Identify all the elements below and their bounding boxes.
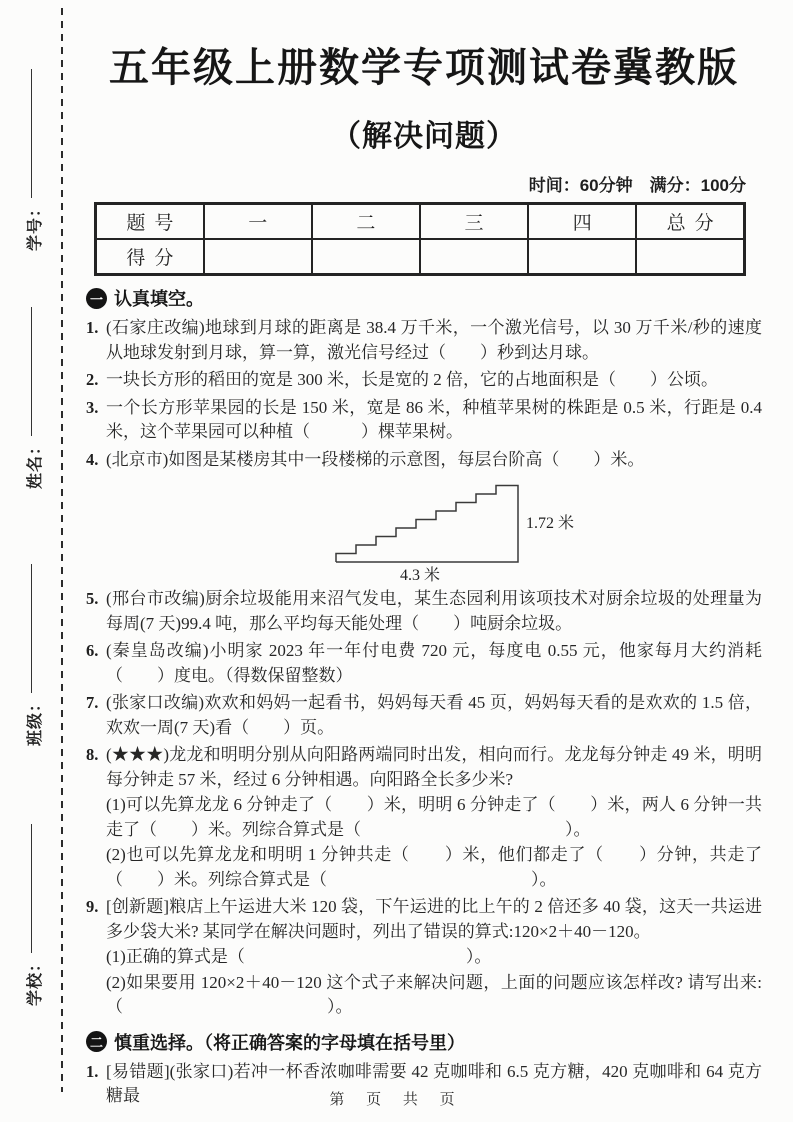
score-col-4: 四 xyxy=(528,204,636,240)
score-header-cell: 题号 xyxy=(96,204,204,240)
section-2-header xyxy=(86,1029,762,1055)
main-content xyxy=(86,26,762,1112)
question-number: 6. xyxy=(86,641,99,660)
question-text: (邢台市改编)厨余垃圾能用来沼气发电，某生态园利用该项技术对厨余垃圾的处理量为每周(7 天)99.4 吨，那么平均每天能处理（ ）吨厨余垃圾。 xyxy=(106,589,762,633)
score-blank-cell xyxy=(636,239,744,275)
question-text: (北京市)如图是某楼房其中一段楼梯的示意图，每层台阶高（ ）米。 xyxy=(106,449,645,469)
school-write-line xyxy=(30,824,32,953)
staircase-height-label: 1.72 米 xyxy=(526,515,575,532)
score-blank-cell xyxy=(312,239,420,275)
question-1 xyxy=(86,316,762,365)
question-number: 3. xyxy=(86,397,99,417)
question-text: 一个长方形苹果园的长是 150 米，宽是 86 米，种植苹果树的株距是 0.5 米，行距是 0.4 米，这个苹果园可以种植（ ）棵苹果树。 xyxy=(106,397,762,441)
page-subtitle: （解决问题） xyxy=(331,120,517,153)
page-footer: 第 页 共 页 xyxy=(329,1092,464,1108)
question-6 xyxy=(86,639,762,688)
question-number: 9. xyxy=(86,897,99,916)
question-3 xyxy=(86,396,762,445)
class-field xyxy=(20,564,46,746)
question-8-sub-1: (1)可以先算龙龙 6 分钟走了（ ）米，明明 6 分钟走了（ ）米，两人 6 分钟一共走了（ ）米。列综合算式是（ ）。 xyxy=(106,795,762,839)
page-title: 五年级上册数学专项测试卷冀教版 xyxy=(109,46,739,90)
staircase-width-label: 4.3 米 xyxy=(400,567,441,584)
section-1-header xyxy=(86,285,762,311)
question-number: 7. xyxy=(86,693,99,712)
seal-dashed-line xyxy=(61,8,63,1092)
score-table-header-row xyxy=(96,204,745,240)
score-col-3: 三 xyxy=(420,204,528,240)
score-table xyxy=(94,202,746,276)
student-name-field xyxy=(20,307,46,489)
time-score-meta: 时间：60分钟 满分：100分 xyxy=(528,176,746,195)
question-4 xyxy=(86,448,762,585)
score-blank-cell xyxy=(420,239,528,275)
question-number: 2. xyxy=(86,370,99,389)
question-text: (石家庄改编)地球到月球的距离是 38.4 万千米，一个激光信号，以 30 万千米/秒的速度从地球发射到月球，算一算，激光信号经过（ ）秒到达月球。 xyxy=(106,318,762,362)
question-9-sub-2: (2)如果要用 120×2＋40－120 这个式子来解决问题，上面的问题应该怎样改? 请写出来:（ ）。 xyxy=(106,972,762,1016)
section-1-title: 认真填空。 xyxy=(114,289,204,309)
score-table-score-row xyxy=(96,239,745,275)
question-number: 1. xyxy=(86,318,99,337)
section-1-number-badge: 一 xyxy=(86,288,107,309)
score-row-label: 得分 xyxy=(96,239,204,275)
question-9-sub-1: (1)正确的算式是（ ）。 xyxy=(106,947,492,966)
question-text: 一块长方形的稻田的宽是 300 米，长是宽的 2 倍，它的占地面积是（ ）公顷。 xyxy=(106,370,718,389)
question-5 xyxy=(86,587,762,636)
question-text: [创新题]粮店上午运进大米 120 袋，下午运进的比上午的 2 倍还多 40 袋，这天一共运进多少袋大米? 某同学在解决问题时，列出了错误的算式:120×2＋40－120。 xyxy=(106,897,762,941)
question-text: (秦皇岛改编)小明家 2023 年一年付电费 720 元，每度电 0.55 元，他家每月大约消耗（ ）度电。（得数保留整数） xyxy=(106,641,762,685)
score-col-1: 一 xyxy=(204,204,312,240)
student-name-write-line xyxy=(30,307,32,436)
student-id-write-line xyxy=(30,69,32,198)
school-label: 学校： xyxy=(26,954,44,1006)
score-col-2: 二 xyxy=(312,204,420,240)
score-blank-cell xyxy=(528,239,636,275)
class-label: 班级： xyxy=(26,694,44,746)
staircase-diagram xyxy=(322,474,522,568)
section-2-title: 慎重选择。（将正确答案的字母填在括号里） xyxy=(114,1032,465,1053)
staircase-figure xyxy=(322,474,622,584)
question-number: 4. xyxy=(86,449,99,469)
question-8 xyxy=(86,743,762,892)
question-9 xyxy=(86,895,762,1020)
question-7 xyxy=(86,691,762,740)
student-name-label: 姓名： xyxy=(26,437,44,489)
question-text: (张家口改编)欢欢和妈妈一起看书，妈妈每天看 45 页，妈妈每天看的是欢欢的 1.5 倍，欢欢一周(7 天)看（ ）页。 xyxy=(106,693,762,737)
question-8-sub-2: (2)也可以先算龙龙和明明 1 分钟共走（ ）米，他们都走了（ ）分钟，共走了（ ）米。列综合算式是（ ）。 xyxy=(106,845,762,889)
score-col-total: 总分 xyxy=(636,204,744,240)
class-write-line xyxy=(30,564,32,693)
student-id-label: 学号： xyxy=(26,199,44,251)
score-blank-cell xyxy=(204,239,312,275)
student-id-field xyxy=(20,69,46,251)
question-number: 1. xyxy=(86,1061,99,1081)
question-2 xyxy=(86,368,762,393)
section-2-number-badge: 二 xyxy=(86,1031,107,1052)
question-number: 5. xyxy=(86,589,99,608)
question-text: [易错题](张家口)若冲一杯香浓咖啡需要 42 克咖啡和 6.5 克方糖，420 克咖啡和 64 克方糖最 xyxy=(106,1061,762,1105)
question-number: 8. xyxy=(86,745,99,764)
school-field xyxy=(20,824,46,1006)
question-text: (★★★)龙龙和明明分别从向阳路两端同时出发，相向而行。龙龙每分钟走 49 米，明明每分钟走 57 米，经过 6 分钟相遇。向阳路全长多少米? xyxy=(106,745,762,789)
